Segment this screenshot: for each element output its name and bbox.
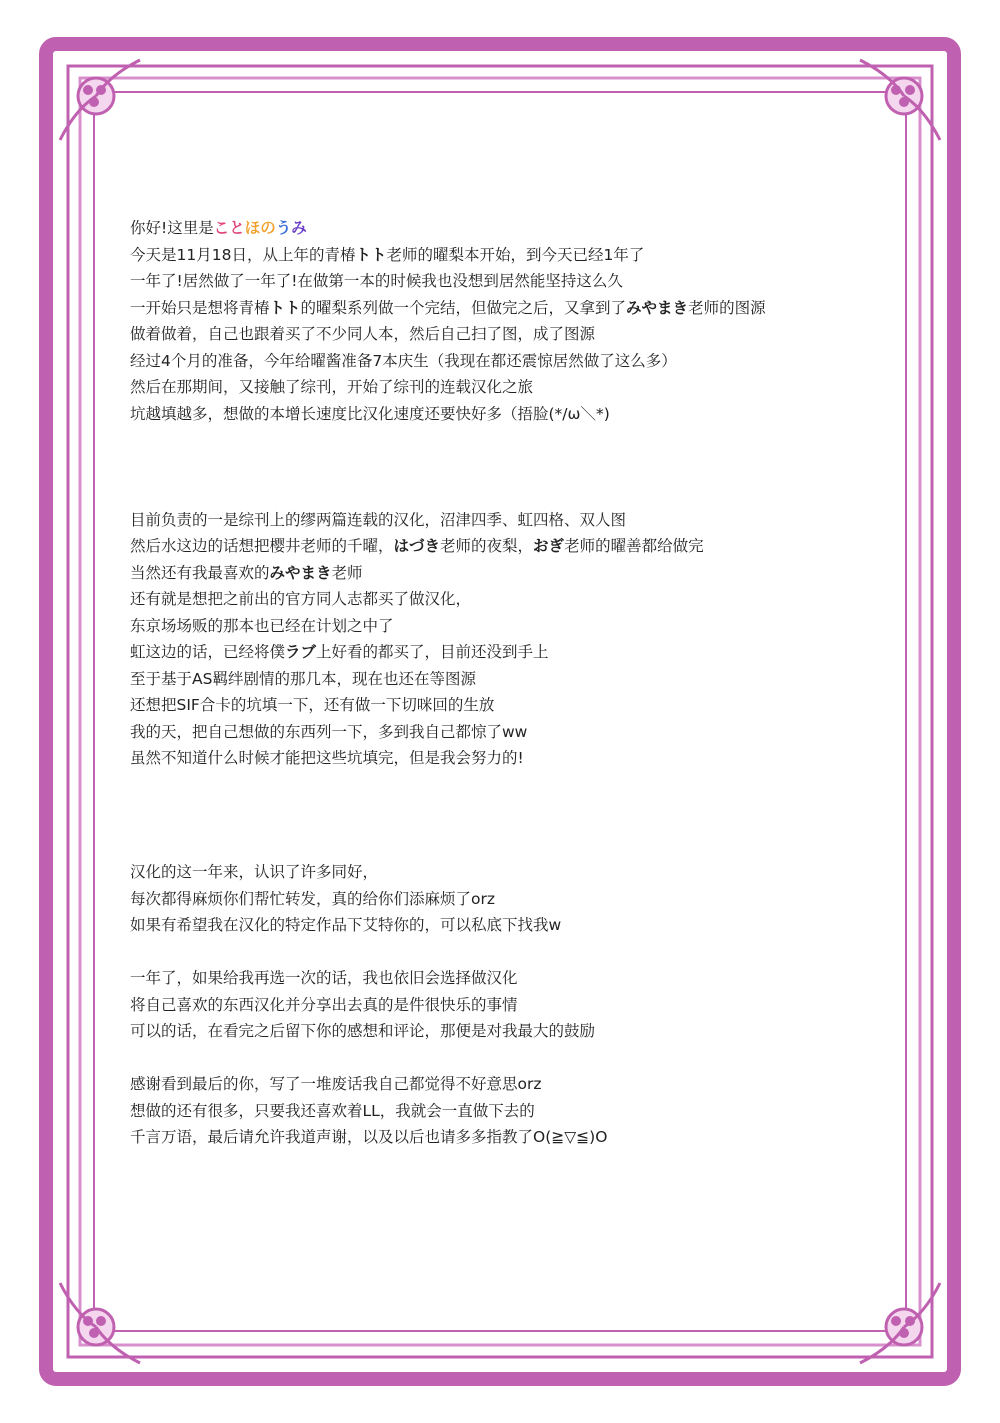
text: 然后水这边的话想把樱井老师的千曜， — [130, 537, 394, 555]
text: 今天是11月18日，从上年的青椿 — [130, 245, 356, 264]
text-line: 想做的还有很多，只要我还喜欢着LL，我就会一直做下去的 — [130, 1101, 535, 1120]
text-line: 目前负责的一是综刊上的缪两篇连载的汉化，沼津四季、虹四格、双人图 — [130, 510, 627, 529]
text: 的曜梨系列做一个完结，但做完之后，又拿到了 — [300, 298, 627, 317]
logo-char: う — [275, 219, 292, 237]
corner-ornament-bottom-left — [60, 1283, 140, 1363]
text: 老师的图源 — [688, 298, 766, 317]
text-line: 东京场场贩的那本也已经在计划之中了 — [130, 616, 394, 635]
author-name: トト — [269, 298, 301, 317]
author-name: トト — [355, 245, 387, 264]
spacer — [130, 851, 850, 859]
text-line: 如果有希望我在汉化的特定作品下艾特你的，可以私底下找我w — [130, 916, 562, 934]
text-line: 感谢看到最后的你，写了一堆废话我自己都觉得不好意思orz — [130, 1075, 542, 1093]
text-line: 汉化的这一年来，认识了许多同好， — [130, 863, 379, 881]
logo-char: ほ — [244, 219, 261, 237]
text-line: 一年了，如果给我再选一次的话，我也依旧会选择做汉化 — [130, 969, 518, 987]
spacer — [130, 480, 850, 507]
text: 老师的曜善都给做完 — [564, 537, 704, 555]
text-line: 经过4个月的准备，今年给曜酱准备7本庆生（我现在都还震惊居然做了这么多） — [130, 351, 677, 370]
text-line: 还想把SIF合卡的坑填一下，还有做一下切咪回的生放 — [130, 696, 495, 714]
text-line: 将自己喜欢的东西汉化并分享出去真的是件很快乐的事情 — [130, 995, 518, 1014]
text: 老师的夜梨， — [440, 537, 534, 555]
text-line: 还有就是想把之前出的官方同人志都买了做汉化， — [130, 590, 472, 608]
text-line: 每次都得麻烦你们帮忙转发，真的给你们添麻烦了orz — [130, 889, 495, 908]
text: 老师 — [331, 563, 363, 582]
title-kana: ラブ — [285, 643, 317, 661]
author-name: はづき — [393, 537, 441, 555]
spacer — [130, 772, 850, 825]
text-line: 然后在那期间，又接触了综刊，开始了综刊的连载汉化之旅 — [130, 378, 534, 396]
logo-char: の — [260, 219, 276, 237]
spacer — [130, 1045, 850, 1072]
text-line: 千言万语，最后请允许我道声谢，以及以后也请多多指教了O(≧▽≦)O — [130, 1128, 608, 1146]
text-line — [130, 639, 850, 666]
logo-char: み — [291, 219, 307, 237]
logo-char: こ — [213, 219, 230, 237]
text-line: 我的天，把自己想做的东西列一下，多到我自己都惊了ww — [130, 722, 528, 741]
corner-ornament-top-left — [60, 60, 140, 140]
text-line — [130, 560, 850, 587]
text-line: 至于基于AS羁绊剧情的那几本，现在也还在等图源 — [130, 669, 476, 688]
greeting-text: 你好!这里是 — [130, 219, 214, 237]
spacer — [130, 427, 850, 480]
text-line: 虽然不知道什么时候才能把这些坑填完，但是我会努力的! — [130, 749, 524, 767]
greeting-line — [130, 215, 850, 242]
text: 上好看的都买了，目前还没到手上 — [316, 643, 549, 661]
text: 一开始只是想将青椿 — [130, 298, 270, 317]
author-name: おぎ — [533, 537, 565, 555]
text: 当然还有我最喜欢的 — [130, 563, 270, 582]
text-line: 坑越填越多，想做的本增长速度比汉化速度还要快好多（捂脸(*/ω＼*) — [130, 404, 610, 423]
spacer — [130, 825, 850, 852]
corner-ornament-bottom-right — [860, 1283, 940, 1363]
text: 虹这边的话，已经将僕 — [130, 643, 286, 661]
logo-char: と — [229, 219, 245, 237]
author-name: みやまき — [269, 563, 332, 582]
text-line: 做着做着，自己也跟着买了不少同人本，然后自己扫了图，成了图源 — [130, 325, 596, 343]
corner-ornament-top-right — [860, 60, 940, 140]
text: 老师的曜梨本开始，到今天已经1年了 — [386, 245, 645, 264]
text-line — [130, 242, 850, 269]
text-line — [130, 295, 850, 322]
letter-body — [130, 215, 850, 1151]
author-name: みやまき — [626, 298, 689, 317]
spacer — [130, 939, 850, 966]
text-line: 可以的话，在看完之后留下你的感想和评论，那便是对我最大的鼓励 — [130, 1022, 596, 1040]
text-line — [130, 533, 850, 560]
text-line: 一年了!居然做了一年了!在做第一本的时候我也没想到居然能坚持这么久 — [130, 272, 623, 290]
